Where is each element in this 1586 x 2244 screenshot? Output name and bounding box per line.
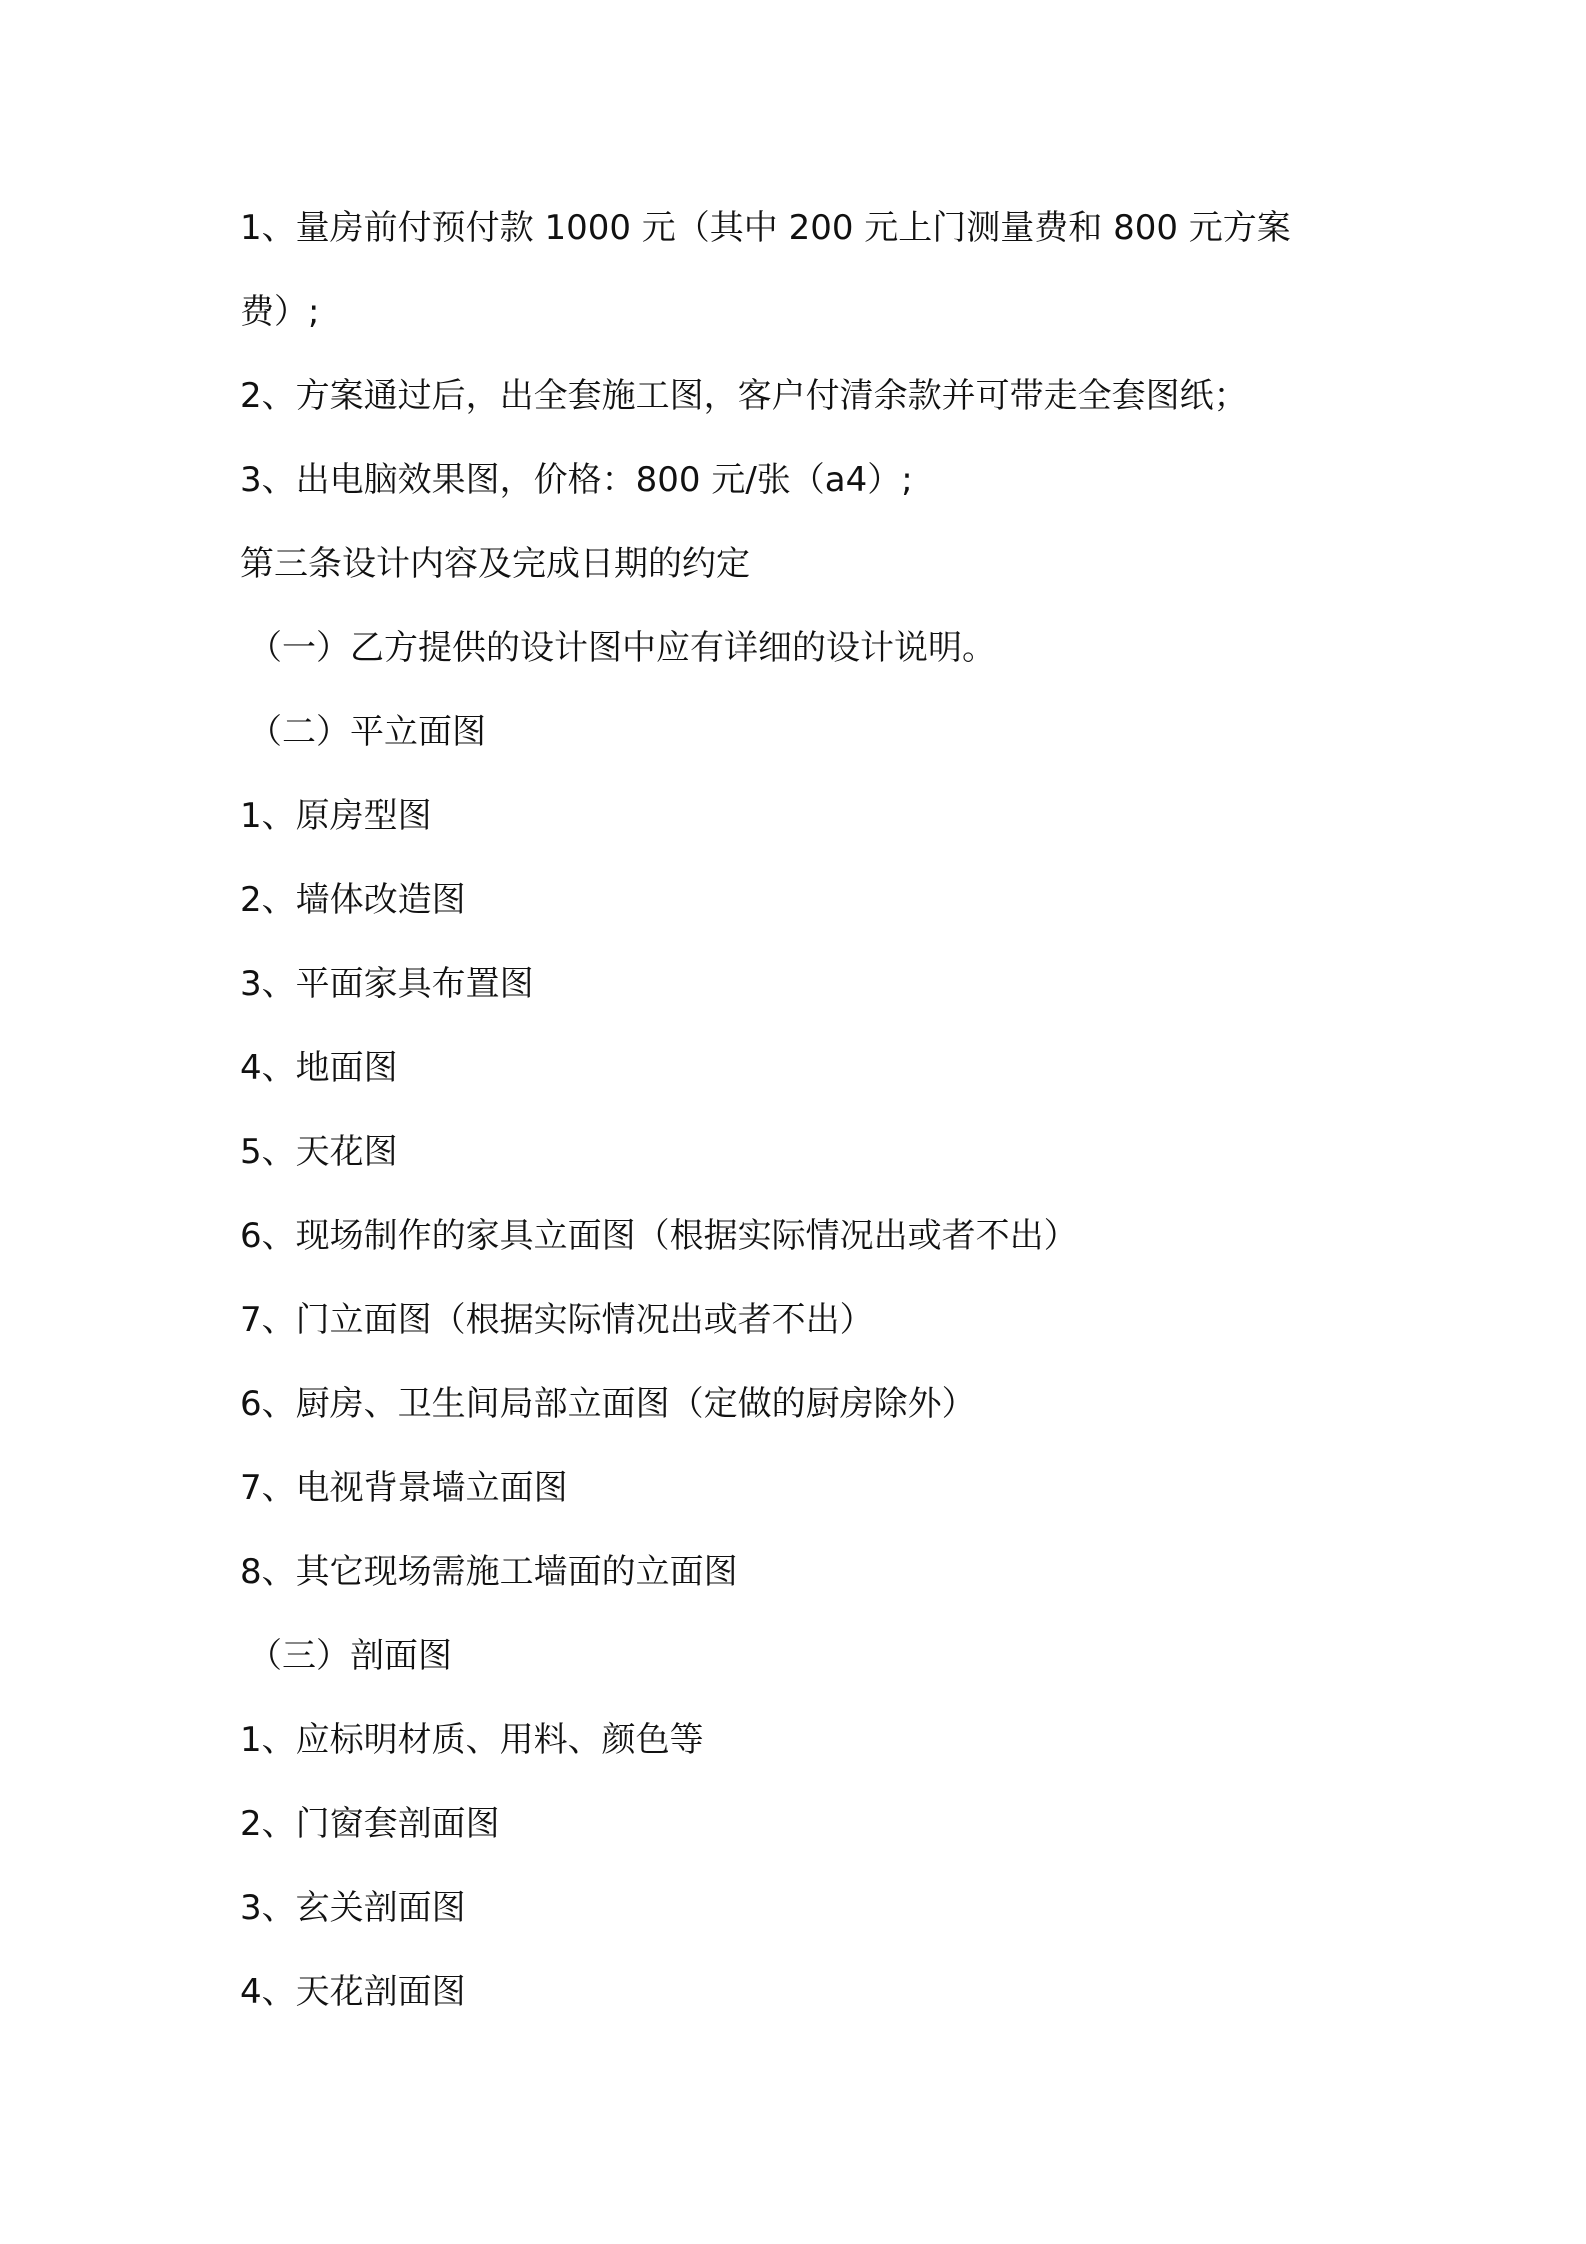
list-item: 7、门立面图（根据实际情况出或者不出） (240, 1300, 874, 1340)
list-item: 6、现场制作的家具立面图（根据实际情况出或者不出） (240, 1216, 1078, 1256)
payment-item-1-line-1: 1、量房前付预付款 1000 元（其中 200 元上门测量费和 800 元方案 (240, 208, 1291, 248)
subsection-1: （一）乙方提供的设计图中应有详细的设计说明。 (248, 628, 996, 668)
list-item: 7、电视背景墙立面图 (240, 1468, 568, 1508)
list-item: 2、门窗套剖面图 (240, 1804, 500, 1844)
payment-item-2: 2、方案通过后，出全套施工图，客户付清余款并可带走全套图纸； (240, 376, 1248, 416)
list-item: 4、天花剖面图 (240, 1972, 466, 2012)
list-item: 2、墙体改造图 (240, 880, 466, 920)
list-item: 1、应标明材质、用料、颜色等 (240, 1720, 704, 1760)
list-item: 6、厨房、卫生间局部立面图（定做的厨房除外） (240, 1384, 976, 1424)
payment-item-3: 3、出电脑效果图，价格：800 元/张（a4）; (240, 460, 913, 500)
payment-item-1-line-2: 费）; (240, 292, 320, 332)
subsection-2-heading: （二）平立面图 (248, 712, 486, 752)
list-item: 3、平面家具布置图 (240, 964, 534, 1004)
section-heading-article-3: 第三条设计内容及完成日期的约定 (240, 544, 750, 584)
list-item: 1、原房型图 (240, 796, 432, 836)
list-item: 8、其它现场需施工墙面的立面图 (240, 1552, 738, 1592)
list-item: 3、玄关剖面图 (240, 1888, 466, 1928)
list-item: 5、天花图 (240, 1132, 398, 1172)
subsection-3-heading: （三）剖面图 (248, 1636, 452, 1676)
list-item: 4、地面图 (240, 1048, 398, 1088)
